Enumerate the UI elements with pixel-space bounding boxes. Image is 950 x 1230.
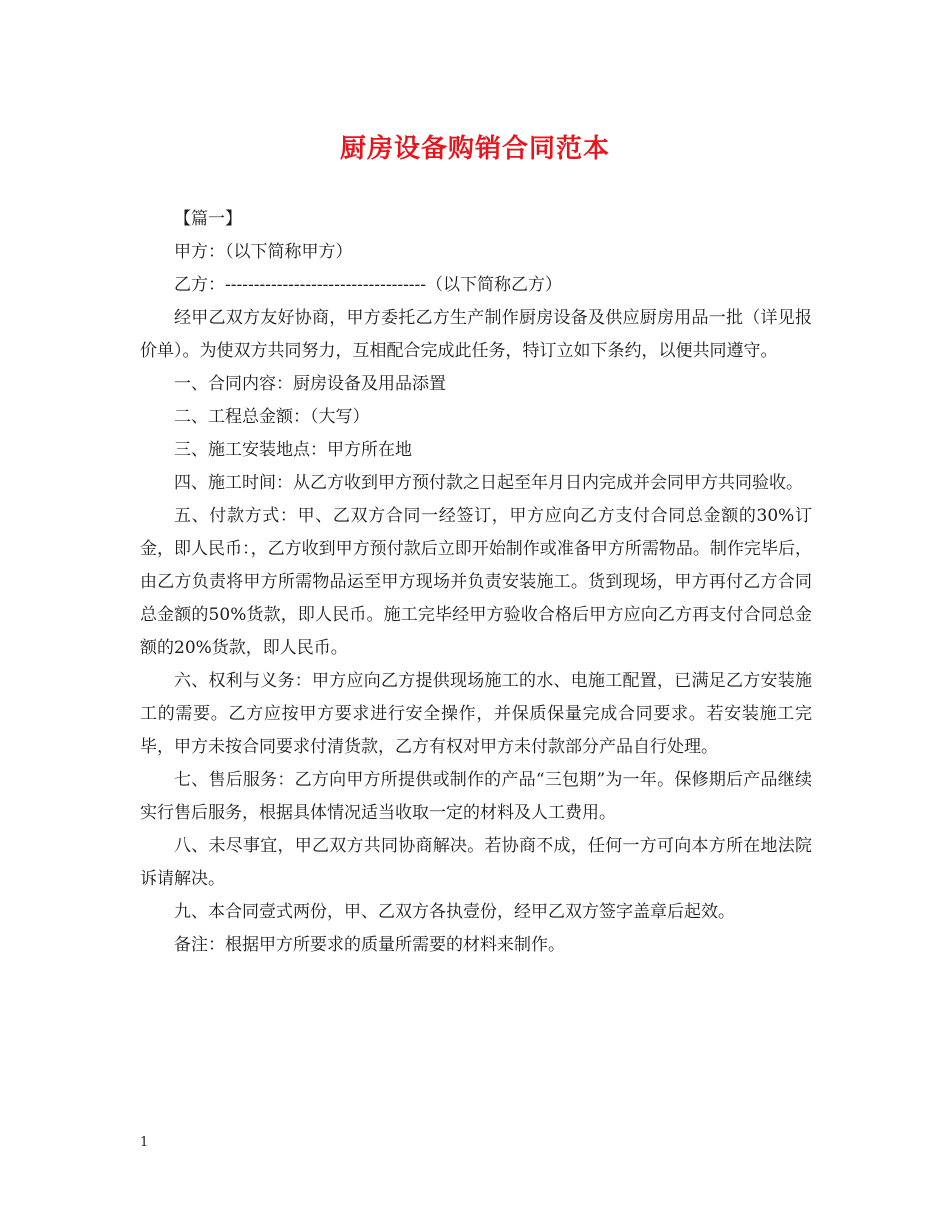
party-b-line: 乙方：-----------------------------------（以下简称乙方） <box>174 275 563 295</box>
document-title: 厨房设备购销合同范本 <box>339 134 610 164</box>
clause-1: 一、合同内容：厨房设备及用品添置 <box>174 374 446 394</box>
clause-4: 四、施工时间：从乙方收到甲方预付款之日起至年月日内完成并会同甲方共同验收。 <box>174 473 803 493</box>
clause-7: 七、售后服务：乙方向甲方所提供或制作的产品“三包期”为一年。保修期后产品继续实行售后服务，根据具体情况适当收取一定的材料及人工费用。 <box>140 770 812 823</box>
document-body <box>140 203 812 962</box>
remark-paragraph: 备注：根据甲方所要求的质量所需要的材料来制作。 <box>174 935 565 955</box>
party-a-line: 甲方：（以下简称甲方） <box>174 242 353 262</box>
clause-5: 五、付款方式：甲、乙双方合同一经签订，甲方应向乙方支付合同总金额的30%订金，即人民币：，乙方收到甲方预付款后立即开始制作或准备甲方所需物品。制作完毕后，由乙方负责将甲方所需物品运至甲方现场并负责安装施工。货到现场，甲方再付乙方合同总金额的50%货款，即人民币。施工完毕经甲方验收合格后甲方应向乙方再支付合同总金额的20%货款，即人民币。 <box>140 506 812 658</box>
clause-3: 三、施工安装地点：甲方所在地 <box>174 440 412 460</box>
section-heading: 【篇一】 <box>174 209 242 229</box>
clause-2: 二、工程总金额：（大写） <box>174 407 370 427</box>
page-number: 1 <box>140 1135 149 1150</box>
clause-6: 六、权利与义务：甲方应向乙方提供现场施工的水、电施工配置，已满足乙方安装施工的需要。乙方应按甲方要求进行安全操作，并保质保量完成合同要求。若安装施工完毕，甲方未按合同要求付清货款，乙方有权对甲方未付款部分产品自行处理。 <box>140 671 812 757</box>
preamble-paragraph: 经甲乙双方友好协商，甲方委托乙方生产制作厨房设备及供应厨房用品一批（详见报价单）。为使双方共同努力，互相配合完成此任务，特订立如下条约，以便共同遵守。 <box>140 308 812 361</box>
clause-8: 八、未尽事宜，甲乙双方共同协商解决。若协商不成，任何一方可向本方所在地法院诉请解决。 <box>140 836 812 889</box>
clause-9: 九、本合同壹式两份，甲、乙双方各执壹份，经甲乙双方签字盖章后起效。 <box>174 902 735 922</box>
